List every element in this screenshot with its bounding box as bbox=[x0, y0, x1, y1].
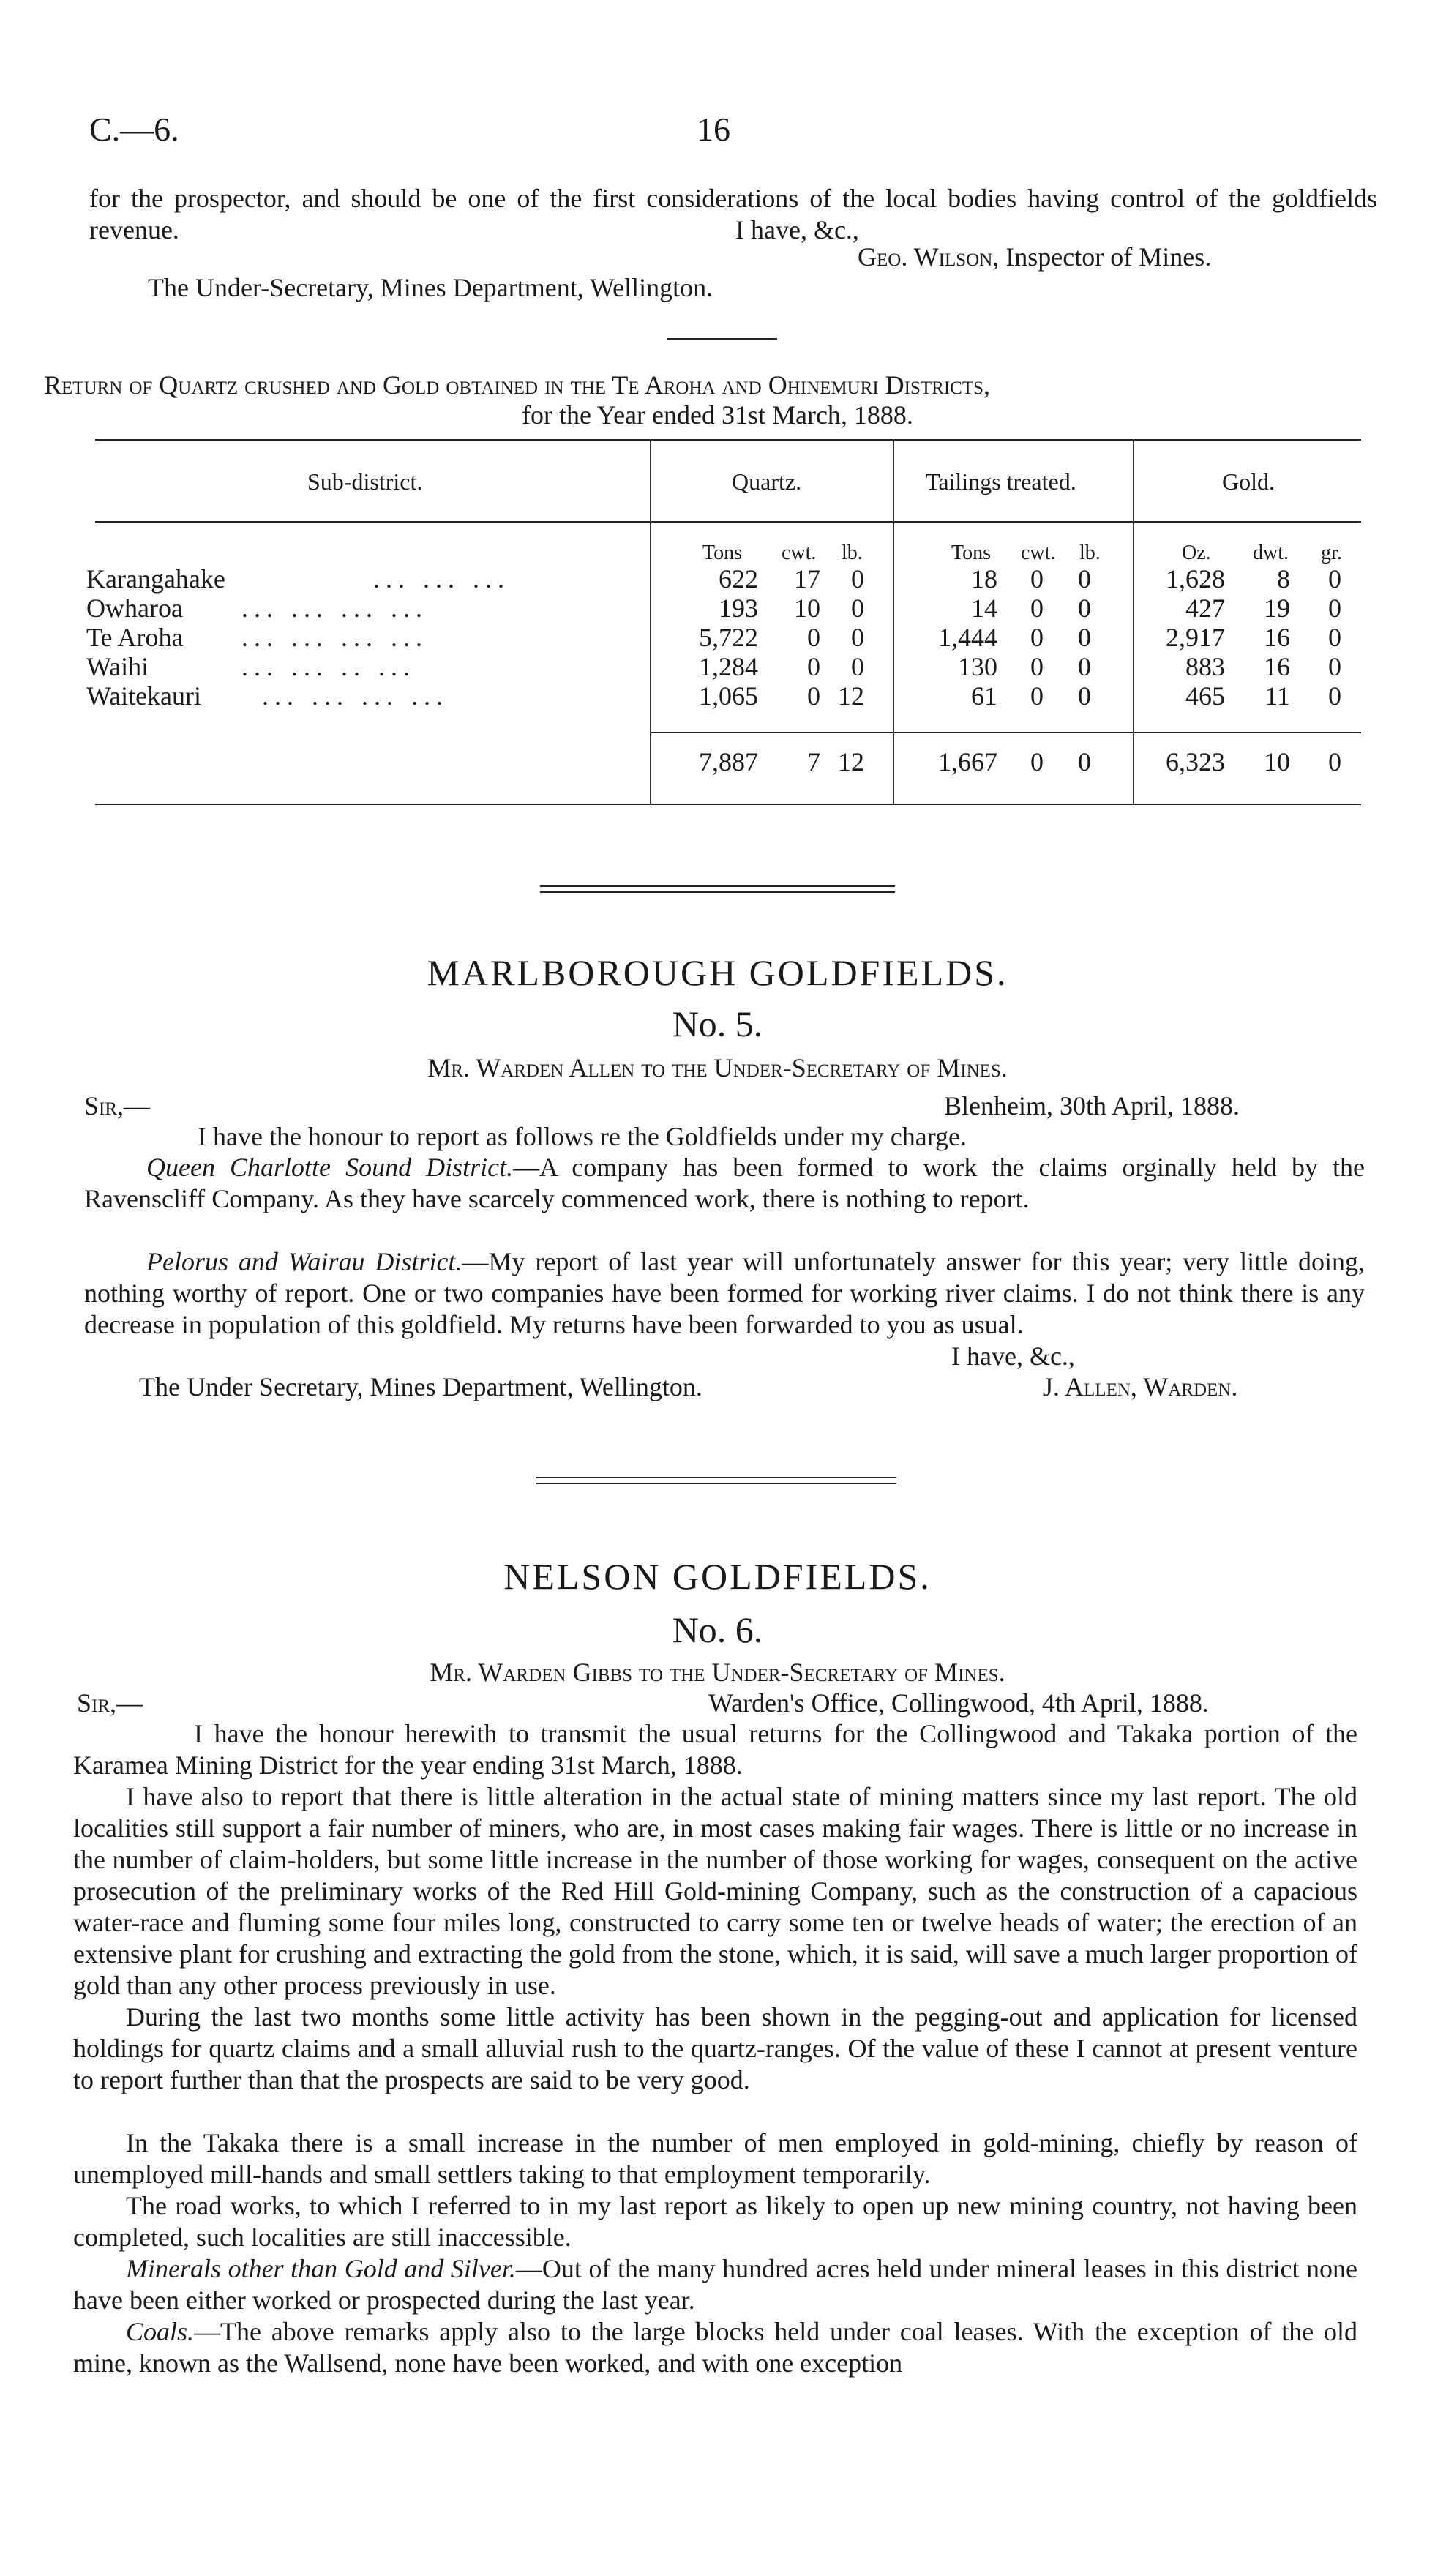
page-number: 16 bbox=[697, 111, 730, 148]
table-vline-3 bbox=[1133, 439, 1134, 804]
tailings-cwt: 0 bbox=[1030, 594, 1044, 623]
col-header-quartz: Quartz. bbox=[732, 468, 802, 495]
marlborough-addressee: The Under Secretary, Mines Department, Wellington. bbox=[139, 1372, 702, 1401]
total-tailings-cwt: 0 bbox=[1030, 747, 1044, 776]
quartz-tons: 193 bbox=[719, 594, 758, 623]
row-name: Owharoa bbox=[86, 594, 183, 623]
table-top-rule bbox=[95, 439, 1361, 441]
tailings-tons: 130 bbox=[958, 652, 997, 681]
unit-gold-dwt: dwt. bbox=[1253, 542, 1289, 564]
nelson-p6 bbox=[73, 2253, 1357, 2316]
total-quartz-lb: 12 bbox=[838, 747, 864, 776]
gold-gr: 0 bbox=[1328, 623, 1341, 652]
nelson-p4: In the Takaka there is a small increase in the number of men employed in gold-mining, chiefly by reason of unemployed mill-hands and small settlers taking to that employment temporarily. bbox=[73, 2128, 1357, 2189]
nelson-p5: The road works, to which I referred to in my last report as likely to open up new mining country, not having been completed, such localities are still inaccessible. bbox=[73, 2191, 1357, 2252]
col-header-tailings: Tailings treated. bbox=[926, 468, 1076, 495]
tailings-tons: 61 bbox=[971, 681, 997, 711]
nelson-title: NELSON GOLDFIELDS. bbox=[503, 1556, 932, 1597]
unit-tailings-tons: Tons bbox=[951, 542, 992, 564]
quartz-cwt: 0 bbox=[807, 681, 820, 711]
gold-dwt: 16 bbox=[1264, 623, 1290, 652]
col-header-gold: Gold. bbox=[1222, 468, 1275, 495]
row-leader-dots: ... ... ... ... bbox=[241, 594, 428, 623]
nelson-place-date: Warden's Office, Collingwood, 4th April, 1888. bbox=[708, 1688, 1209, 1718]
tailings-tons: 1,444 bbox=[938, 623, 997, 652]
row-leader-dots: ... ... ... ... bbox=[262, 681, 449, 711]
total-gold-gr: 0 bbox=[1328, 747, 1341, 776]
unit-quartz-cwt: cwt. bbox=[782, 542, 817, 564]
quartz-lb: 0 bbox=[851, 564, 864, 594]
marlborough-salutation: Sir,— bbox=[84, 1091, 151, 1120]
nelson-salutation: Sir,— bbox=[77, 1688, 143, 1718]
tailings-cwt: 0 bbox=[1030, 681, 1044, 711]
row-name: Karangahake bbox=[86, 564, 225, 594]
gold-gr: 0 bbox=[1328, 652, 1341, 681]
tailings-lb: 0 bbox=[1078, 594, 1091, 623]
intro-signature bbox=[858, 242, 1211, 273]
marlborough-closing: I have, &c., bbox=[951, 1341, 1075, 1371]
p7-body: —The above remarks apply also to the large blocks held under coal leases. With the exception of the old mine, known as the Wallsend, none have been worked, and with one exception bbox=[73, 2317, 1357, 2378]
row-leader-dots: ... ... ... bbox=[373, 564, 510, 594]
gold-gr: 0 bbox=[1328, 594, 1341, 623]
quartz-lb: 0 bbox=[851, 652, 864, 681]
table-bottom-rule bbox=[95, 804, 1361, 805]
tailings-tons: 18 bbox=[971, 564, 997, 594]
quartz-tons: 5,722 bbox=[699, 623, 758, 652]
marlborough-number: No. 5. bbox=[672, 1003, 763, 1044]
p6-lead: Minerals other than Gold and Silver. bbox=[126, 2254, 516, 2283]
signature-title: Inspector of Mines. bbox=[1005, 242, 1212, 272]
marlborough-place-date: Blenheim, 30th April, 1888. bbox=[944, 1091, 1240, 1120]
gold-oz: 2,917 bbox=[1166, 623, 1225, 652]
section-divider bbox=[536, 1483, 896, 1484]
table-vline-1 bbox=[650, 439, 651, 804]
row-leader-dots: ... ... ... ... bbox=[241, 623, 428, 652]
unit-tailings-lb: lb. bbox=[1079, 542, 1101, 564]
unit-gold-gr: gr. bbox=[1321, 542, 1342, 564]
unit-tailings-cwt: cwt. bbox=[1021, 542, 1056, 564]
unit-quartz-tons: Tons bbox=[702, 542, 743, 564]
gold-dwt: 19 bbox=[1264, 594, 1290, 623]
section-divider bbox=[536, 1477, 896, 1478]
unit-gold-oz: Oz. bbox=[1182, 542, 1211, 564]
unit-quartz-lb: lb. bbox=[842, 542, 863, 564]
gold-gr: 0 bbox=[1328, 564, 1341, 594]
tailings-lb: 0 bbox=[1078, 623, 1091, 652]
nelson-number: No. 6. bbox=[672, 1609, 763, 1650]
nelson-p7 bbox=[73, 2316, 1357, 2379]
total-tailings-lb: 0 bbox=[1078, 747, 1091, 776]
nelson-p1: I have the honour herewith to transmit the usual returns for the Collingwood and Takaka portion of the Karamea Mining District for the year ending 31st March, 1888. bbox=[73, 1719, 1357, 1780]
p2-body: —A company has been formed to work the claims orginally held by the Ravenscliff Company. As they have scarcely commenced work, there is nothing to report. bbox=[84, 1153, 1365, 1213]
table-sum-rule bbox=[650, 732, 1361, 733]
table-vline-2 bbox=[893, 439, 894, 804]
quartz-tons: 622 bbox=[719, 564, 758, 594]
return-caption-line2: for the Year ended 31st March, 1888. bbox=[522, 400, 913, 430]
gold-oz: 427 bbox=[1185, 594, 1225, 623]
row-name: Waitekauri bbox=[86, 681, 202, 711]
marlborough-p2 bbox=[84, 1152, 1365, 1215]
tailings-lb: 0 bbox=[1078, 681, 1091, 711]
quartz-cwt: 10 bbox=[794, 594, 820, 623]
table-header-rule bbox=[95, 521, 1361, 523]
section-divider bbox=[540, 886, 895, 887]
total-tailings-tons: 1,667 bbox=[938, 747, 997, 776]
p6-body: —Out of the many hundred acres held under mineral leases in this district none have been either worked or prospected during the last year. bbox=[73, 2254, 1357, 2315]
intro-paragraph: for the prospector, and should be one of the first considerations of the local bodies having control of the goldfields revenue. bbox=[89, 184, 1377, 244]
p2-lead: Queen Charlotte Sound District. bbox=[146, 1153, 514, 1182]
quartz-cwt: 0 bbox=[807, 652, 820, 681]
gold-oz: 465 bbox=[1185, 681, 1225, 711]
tailings-cwt: 0 bbox=[1030, 564, 1044, 594]
intro-addressee: The Under-Secretary, Mines Department, Wellington. bbox=[148, 273, 713, 302]
marlborough-p1: I have the honour to report as follows re the Goldfields under my charge. bbox=[198, 1122, 967, 1151]
total-quartz-cwt: 7 bbox=[807, 747, 820, 776]
marlborough-subtitle: Mr. Warden Allen to the Under-Secretary of Mines. bbox=[427, 1053, 1008, 1082]
nelson-p3: During the last two months some little activity has been shown in the pegging-out and application for licensed holdings for quartz claims and a small alluvial rush to the quartz-ranges. Of the value of these I cannot at present venture to report further than that the prospects are said to be very good. bbox=[73, 2002, 1357, 2094]
nelson-subtitle: Mr. Warden Gibbs to the Under-Secretary of Mines. bbox=[430, 1658, 1005, 1687]
signature-name: Geo. Wilson, bbox=[858, 242, 1000, 272]
tailings-lb: 0 bbox=[1078, 652, 1091, 681]
gold-dwt: 11 bbox=[1264, 681, 1290, 711]
total-quartz-tons: 7,887 bbox=[699, 747, 758, 776]
p3-lead: Pelorus and Wairau District. bbox=[146, 1247, 462, 1276]
section-divider bbox=[540, 891, 895, 893]
quartz-lb: 0 bbox=[851, 594, 864, 623]
total-gold-dwt: 10 bbox=[1264, 747, 1290, 776]
tailings-cwt: 0 bbox=[1030, 652, 1044, 681]
row-name: Waihi bbox=[86, 652, 149, 681]
marlborough-title: MARLBOROUGH GOLDFIELDS. bbox=[427, 952, 1008, 993]
gold-dwt: 16 bbox=[1264, 652, 1290, 681]
quartz-tons: 1,065 bbox=[699, 681, 758, 711]
quartz-lb: 0 bbox=[851, 623, 864, 652]
return-caption-line1: Return of Quartz crushed and Gold obtained in the Te Aroha and Ohinemuri Districts, bbox=[44, 370, 991, 400]
quartz-tons: 1,284 bbox=[699, 652, 758, 681]
tailings-cwt: 0 bbox=[1030, 623, 1044, 652]
quartz-cwt: 17 bbox=[794, 564, 820, 594]
gold-oz: 1,628 bbox=[1166, 564, 1225, 594]
short-divider bbox=[667, 338, 777, 340]
p3-body: —My report of last year will unfortunately answer for this year; very little doing, nothing worthy of report. One or two companies have been formed for working river claims. I do not think there is any decrease in population of this goldfield. My returns have been forwarded to you as usual. bbox=[84, 1247, 1365, 1339]
row-name: Te Aroha bbox=[86, 623, 184, 652]
marlborough-signature: J. Allen, Warden. bbox=[1043, 1372, 1238, 1401]
quartz-cwt: 0 bbox=[807, 623, 820, 652]
gold-dwt: 8 bbox=[1277, 564, 1290, 594]
nelson-p2: I have also to report that there is little alteration in the actual state of mining matters since my last report. The old localities still support a fair number of miners, who are, in most cases making fair wages. There is little or no increase in the number of claim-holders, but some little increase in the number of those working for wages, consequent on the active prosecution of the preliminary works of the Red Hill Gold-mining Company, such as the construction of a capacious water-race and fluming some four miles long, constructed to carry some ten or twelve heads of water; the erection of an extensive plant for crushing and extracting the gold from the stone, which, it is said, will save a much larger proportion of gold than any other process previously in use. bbox=[73, 1782, 1357, 2000]
marlborough-p3 bbox=[84, 1246, 1365, 1341]
col-header-subdistrict: Sub-district. bbox=[307, 468, 423, 495]
tailings-lb: 0 bbox=[1078, 564, 1091, 594]
row-leader-dots: ... ... .. ... bbox=[241, 652, 416, 681]
total-gold-oz: 6,323 bbox=[1166, 747, 1225, 776]
gold-oz: 883 bbox=[1185, 652, 1225, 681]
p7-lead: Coals. bbox=[126, 2317, 195, 2346]
gold-gr: 0 bbox=[1328, 681, 1341, 711]
document-code: C.—6. bbox=[89, 111, 179, 148]
tailings-tons: 14 bbox=[971, 594, 997, 623]
intro-closing: I have, &c., bbox=[735, 215, 859, 244]
quartz-lb: 12 bbox=[838, 681, 864, 711]
